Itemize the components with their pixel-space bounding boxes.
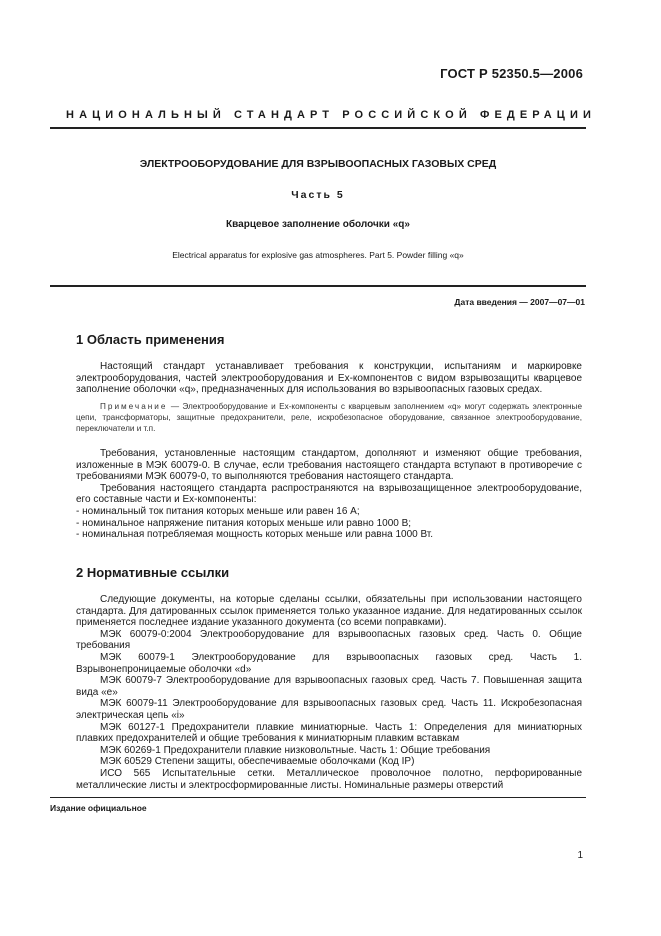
section-1-heading: 1 Область применения [76, 332, 225, 347]
list-item: - номинальное напряжение питания которых меньше или равно 1000 В; [76, 517, 412, 529]
page-number: 1 [577, 850, 583, 861]
reference-item: МЭК 60079-1 Электрооборудование для взрывоопасных газовых сред. Часть 1. Взрывонепроницаемые оболочки «d» [76, 651, 582, 675]
section-2-paragraph-1: Следующие документы, на которые сделаны ссылки, обязательны при использовании настоящего стандарта. Для датированных ссылок применяется только указанное издание. Для недатированных ссылок применяется последнее издание указанного документа (со всеми поправками). [76, 594, 582, 629]
edition-label: Издание официальное [50, 803, 147, 813]
reference-item: МЭК 60079-7 Электрооборудование для взрывоопасных газовых сред. Часть 7. Повышенная защита вида «е» [76, 675, 582, 698]
list-item: - номинальная потребляемая мощность которых меньше или равна 1000 Вт. [76, 529, 434, 541]
note-label: Примечание [100, 401, 168, 411]
section-1-body [76, 361, 582, 434]
reference-item: МЭК 60079-11 Электрооборудование для взрывоопасных газовых сред. Часть 11. Искробезопасная электрическая цепь «i» [76, 698, 582, 721]
reference-item: ИСО 565 Испытательные сетки. Металлическое проволочное полотно, перфорированные металлические листы и электросформированные листы. Номинальные размеры отверстий [76, 767, 582, 791]
section-2-body [76, 594, 582, 791]
list-item: - номинальный ток питания которых меньше или равен 16 А; [76, 505, 360, 517]
national-standard-title: НАЦИОНАЛЬНЫЙ СТАНДАРТ РОССИЙСКОЙ ФЕДЕРАЦИИ [66, 109, 596, 121]
footer-rule [50, 797, 586, 798]
section-1-paragraph-1: Настоящий стандарт устанавливает требования к конструкции, испытаниям и маркировке электрооборудования, частей электрооборудования и Ex-компонентов с видом взрывозащиты кварцевое заполнение оболочки «q», предназначенных для использования во взрывоопасных газовых средах. [76, 361, 582, 396]
introduction-date: Дата введения — 2007—07—01 [454, 297, 585, 307]
document-title: ЭЛЕКТРООБОРУДОВАНИЕ ДЛЯ ВЗРЫВООПАСНЫХ ГАЗОВЫХ СРЕД [139, 158, 497, 170]
part-label: Часть 5 [291, 189, 345, 201]
section-2-heading: 2 Нормативные ссылки [76, 565, 230, 580]
reference-item: МЭК 60127-1 Предохранители плавкие миниатюрные. Часть 1: Определения для миниатюрных плавких предохранителей и общие требования к миниатюрным плавким вставкам [76, 721, 582, 745]
standard-code: ГОСТ Р 52350.5—2006 [440, 66, 583, 81]
reference-item: МЭК 60529 Степени защиты, обеспечиваемые оболочками (Код IP) [100, 756, 415, 768]
title-rule [50, 285, 586, 287]
document-subtitle: Кварцевое заполнение оболочки «q» [226, 219, 410, 230]
reference-item: МЭК 60079-0:2004 Электрооборудование для взрывоопасных газовых сред. Часть 0. Общие требования [76, 628, 582, 652]
section-1-paragraph-2: Требования, установленные настоящим стандартом, дополняют и изменяют общие требования, изложенные в МЭК 60079-0. В случае, если требования настоящего стандарта вступают в противоречие с требованиями МЭК 60079-0, то выполняются требования настоящего стандарта. [76, 448, 582, 483]
section-1-body-continued [76, 448, 582, 541]
section-1-paragraph-3: Требования настоящего стандарта распространяются на взрывозащищенное электрооборудование, его составные части и Ex-компоненты: [76, 482, 582, 506]
reference-item: МЭК 60269-1 Предохранители плавкие низковольтные. Часть 1: Общие требования [100, 744, 491, 756]
top-rule [50, 127, 586, 129]
section-1-note [76, 401, 582, 434]
english-title: Electrical apparatus for explosive gas atmospheres. Part 5. Powder filling «q» [172, 250, 464, 260]
note-text: — Электрооборудование и Ex-компоненты с кварцевым заполнением «q» могут содержать электронные цепи, трансформаторы, защитные предохранители, реле, искробезопасное оборудование, связанное электрооборудование, переключатели и т.п. [76, 401, 582, 433]
